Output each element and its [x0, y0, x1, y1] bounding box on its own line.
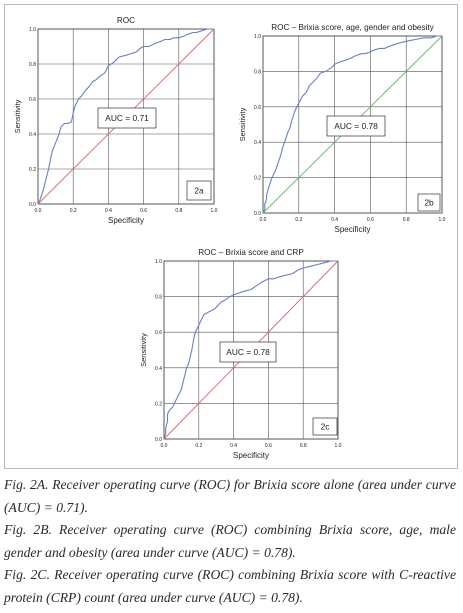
y-tick-label: 0.6 [29, 97, 36, 103]
x-tick-label: 0.0 [160, 443, 168, 449]
caption-2a: Fig. 2A. Receiver operating curve (ROC) for Brixia score alone (area under curve (AUC) = 0.71). [4, 477, 456, 515]
x-tick-label: 1.0 [210, 208, 218, 214]
x-tick-label: 0.6 [264, 443, 272, 449]
chart-2a [13, 16, 218, 225]
chart-2c [139, 248, 342, 460]
chart-2b [238, 23, 446, 234]
x-tick-label: 0.0 [259, 217, 267, 223]
x-tick-label: 1.0 [438, 217, 446, 223]
y-tick-label: 1.0 [254, 34, 261, 40]
y-tick-label: 0.2 [254, 175, 261, 182]
y-tick-label: 0.0 [29, 202, 36, 208]
x-tick-label: 0.0 [34, 208, 42, 214]
caption-2b: Fig. 2B. Receiver operating curve (ROC) combining Brixia score, age, male gender and obesity (area under curve (AUC) = 0.78). [4, 522, 456, 560]
x-axis-label: Specificity [334, 225, 371, 234]
y-tick-label: 0.6 [254, 104, 261, 111]
auc-label: AUC = 0.71 [105, 113, 149, 123]
x-tick-label: 0.6 [140, 208, 148, 214]
y-tick-label: 0.2 [29, 167, 36, 173]
chart-title: ROC – Brixia score and CRP [198, 248, 304, 257]
x-axis-label: Specificity [107, 216, 145, 225]
y-tick-label: 1.0 [155, 259, 162, 265]
auc-label: AUC = 0.78 [226, 347, 270, 357]
x-tick-label: 0.2 [69, 208, 77, 214]
y-tick-label: 0.6 [155, 330, 162, 337]
y-tick-label: 1.0 [29, 27, 36, 33]
y-axis-label: Sensitivity [139, 333, 148, 367]
y-tick-label: 0.8 [254, 69, 261, 76]
x-tick-label: 0.4 [331, 217, 339, 223]
caption-2c: Fig. 2C. Receiver operating curve (ROC) combining Brixia score with C-reactive protein (CRP) count (area under curve (AUC) = 0.78). [4, 567, 456, 605]
x-tick-label: 0.4 [104, 208, 112, 214]
x-axis-label: Specificity [232, 451, 270, 460]
x-tick-label: 0.2 [195, 443, 203, 449]
auc-label: AUC = 0.78 [334, 121, 378, 131]
x-tick-label: 0.8 [299, 443, 307, 449]
chart-title: ROC [116, 16, 136, 25]
x-tick-label: 0.6 [366, 217, 374, 223]
panel-label: 2c [320, 421, 330, 432]
panel-label: 2b [424, 197, 434, 208]
y-tick-label: 0.4 [155, 365, 162, 372]
y-tick-label: 0.4 [29, 132, 36, 138]
figure-caption [4, 474, 456, 610]
y-axis-label: Sensitivity [13, 99, 22, 134]
x-tick-label: 0.2 [295, 217, 303, 223]
x-tick-label: 0.4 [230, 443, 238, 449]
y-axis-label: Sensitivity [238, 107, 247, 142]
x-tick-label: 0.8 [175, 208, 183, 214]
panel-label: 2a [194, 185, 204, 196]
x-tick-label: 1.0 [334, 443, 342, 449]
y-tick-label: 0.0 [155, 437, 162, 443]
x-tick-label: 0.8 [402, 217, 410, 223]
y-tick-label: 0.4 [254, 140, 261, 147]
y-tick-label: 0.8 [155, 294, 162, 301]
y-tick-label: 0.0 [254, 211, 261, 217]
chart-title: ROC – Brixia score, age, gender and obesity [271, 23, 434, 32]
y-tick-label: 0.8 [29, 62, 36, 68]
y-tick-label: 0.2 [155, 401, 162, 408]
